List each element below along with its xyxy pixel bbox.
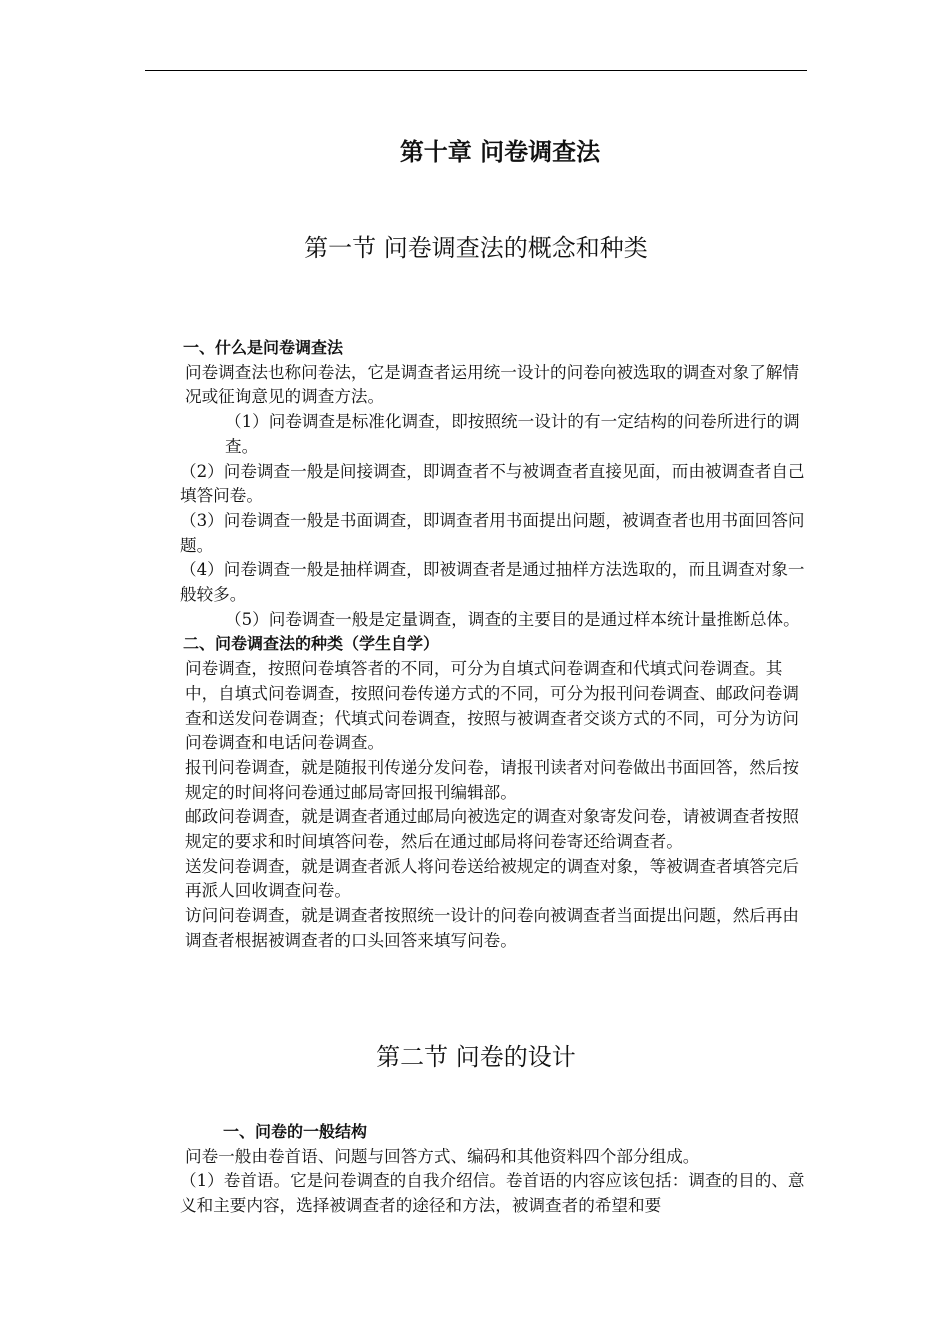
list-item: （1）问卷调查是标准化调查，即按照统一设计的有一定结构的问卷所进行的调查。 [225, 412, 800, 456]
list-item: （4）问卷调查一般是抽样调查，即被调查者是通过抽样方法选取的，而且调查对象一般较多。 [180, 560, 805, 605]
body-paragraph: 报刊问卷调查，就是随报刊传递分发问卷，请报刊读者对问卷做出书面回答，然后按规定的时间将问卷通过邮局寄回报刊编辑部。 [185, 757, 799, 802]
section-1-heading-1: 一、什么是问卷调查法 [183, 338, 344, 357]
chapter-title: 第十章 问卷调查法 [399, 138, 601, 166]
body-paragraph: 送发问卷调查，就是调查者派人将问卷送给被规定的调查对象，等被调查者填答完后再派人回收调查问卷。 [185, 856, 799, 901]
body-paragraph: 问卷一般由卷首语、问题与回答方式、编码和其他资料四个部分组成。 [185, 1146, 700, 1166]
section-1-title: 第一节 问卷调查法的概念和种类 [304, 234, 648, 262]
section-2-title: 第二节 问卷的设计 [376, 1043, 576, 1071]
section-1-heading-2: 二、问卷调查法的种类（学生自学） [183, 634, 440, 654]
list-item: （5）问卷调查一般是定量调查，调查的主要目的是通过样本统计量推断总体。 [225, 609, 800, 629]
definition-paragraph: 问卷调查法也称问卷法，它是调查者运用统一设计的问卷向被选取的调查对象了解情况或征询意见的调查方法。 [185, 362, 799, 407]
body-paragraph: 邮政问卷调查，就是调查者通过邮局向被选定的调查对象寄发问卷，请被调查者按照规定的要求和时间填答问卷，然后在通过邮局将问卷寄还给调查者。 [185, 807, 799, 852]
list-item: （3）问卷调查一般是书面调查，即调查者用书面提出问题，被调查者也用书面回答问题。 [180, 510, 805, 555]
header-rule [145, 70, 807, 71]
list-item: （1）卷首语。它是问卷调查的自我介绍信。卷首语的内容应该包括：调查的目的、意义和主要内容，选择被调查者的途径和方法，被调查者的希望和要 [180, 1171, 805, 1216]
body-paragraph: 问卷调查，按照问卷填答者的不同，可分为自填式问卷调查和代填式问卷调查。其中，自填式问卷调查，按照问卷传递方式的不同，可分为报刊问卷调查、邮政问卷调查和送发问卷调查；代填式问卷调查，按照与被调查者交谈方式的不同，可分为访问问卷调查和电话问卷调查。 [185, 659, 799, 753]
section-1-body [145, 336, 807, 954]
section-2-heading-1: 一、问卷的一般结构 [223, 1122, 368, 1141]
body-paragraph: 访问问卷调查，就是调查者按照统一设计的问卷向被调查者当面提出问题，然后再由调查者根据被调查者的口头回答来填写问卷。 [185, 906, 799, 950]
list-item: （2）问卷调查一般是间接调查，即调查者不与被调查者直接见面，而由被调查者自己填答问卷。 [180, 461, 805, 506]
section-2-body [145, 1120, 807, 1219]
